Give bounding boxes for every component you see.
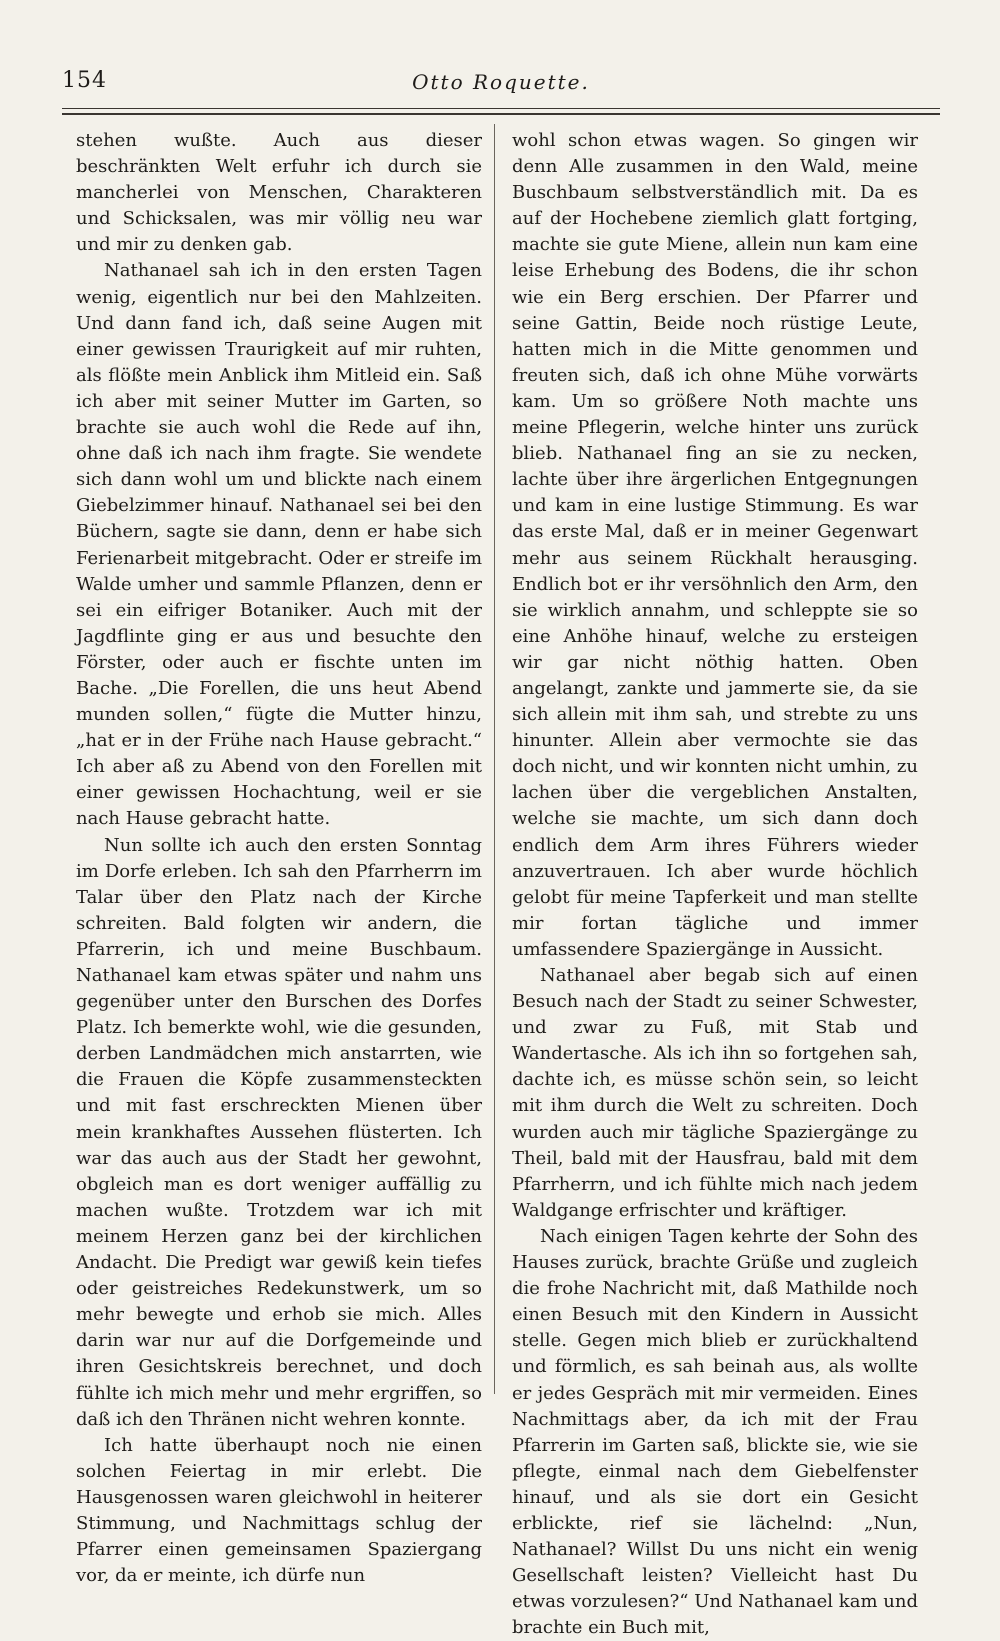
header-rule-thin [62, 108, 940, 109]
paragraph: wohl schon etwas wagen. So gingen wir denn Alle zusammen in den Wald, meine Buschbaum selbstverständlich mit. Da es auf der Hochebene ziemlich glatt fortging, machte sie gute Miene, allein nun kam eine leise Erhebung des Bodens, die ihr schon wie ein Berg erschien. Der Pfarrer und seine Gattin, Beide noch rüstige Leute, hatten mich in die Mitte genommen und freuten sich, daß ich ohne Mühe vorwärts kam. Um so größere Noth machte uns meine Pflegerin, welche hinter uns zurück blieb. Nathanael fing an sie zu necken, lachte über ihre ärgerlichen Entgegnungen und kam in eine lustige Stimmung. Es war das erste Mal, daß er in meiner Gegenwart mehr aus seinem Rückhalt herausging. Endlich bot er ihr versöhnlich den Arm, den sie wirklich annahm, und schleppte sie so eine Anhöhe hinauf, welche zu ersteigen wir gar nicht nöthig hatten. Oben angelangt, zankte und jammerte sie, da sie sich allein mit ihm sah, und strebte zu uns hinunter. Allein aber vermochte sie das doch nicht, und wir konnten nicht umhin, zu lachen über die vergeblichen Anstalten, welche sie machte, um sich dann doch endlich dem Arm ihres Führers wieder anzuvertrauen. Ich aber wurde höchlich gelobt für meine Tapferkeit und man stellte mir fortan tägliche und immer umfassendere Spaziergänge in Aussicht. [512, 130, 918, 960]
page-number: 154 [62, 68, 107, 93]
left-column [76, 128, 482, 1589]
paragraph: Ich hatte überhaupt noch nie einen solchen Feiertag in mir erlebt. Die Hausgenossen waren gleichwohl in heiterer Stimmung, und Nachmittags schlug der Pfarrer einen gemeinsamen Spaziergang vor, da er meinte, ich dürfe nun [76, 1434, 482, 1587]
paragraph: Nathanael sah ich in den ersten Tagen wenig, eigentlich nur bei den Mahlzeiten. Und dann fand ich, daß seine Augen mit einer gewissen Traurigkeit auf mir ruhten, als flößte mein Anblick ihm Mitleid ein. Saß ich aber mit seiner Mutter im Garten, so brachte sie auch wohl die Rede auf ihn, ohne daß ich nach ihm fragte. Sie wendete sich dann wohl um und blickte nach einem Giebelzimmer hinauf. Nathanael sei bei den Büchern, sagte sie dann, denn er habe sich Ferienarbeit mitgebracht. Oder er streife im Walde umher und sammle Pflanzen, denn er sei ein eifriger Botaniker. Auch mit der Jagdflinte ging er aus und besuchte den Förster, oder auch er fischte unten im Bache. „Die Forellen, die uns heut Abend munden sollen,“ fügte die Mutter hinzu, „hat er in der Frühe nach Hause gebracht.“ Ich aber aß zu Abend von den Forellen mit einer gewissen Hochachtung, weil er sie nach Hause gebracht hatte. [76, 260, 483, 830]
right-column [512, 128, 918, 1641]
running-head: Otto Roquette. [412, 70, 590, 94]
paragraph: Nathanael aber begab sich auf einen Besuch nach der Stadt zu seiner Schwester, und zwar zu Fuß, mit Stab und Wandertasche. Als ich ihn so fortgehen sah, dachte ich, es müsse schön sein, so leicht mit ihm durch die Welt zu schreiten. Doch wurden auch mir tägliche Spaziergänge zu Theil, bald mit der Hausfrau, bald mit dem Pfarrherrn, und ich fühlte mich nach jedem Waldgange erfrischter und kräftiger. [512, 965, 918, 1221]
column-divider [494, 124, 495, 1394]
header-rule-thick [62, 113, 940, 115]
page-header [62, 68, 940, 108]
paragraph: Nun sollte ich auch den ersten Sonntag im Dorfe erleben. Ich sah den Pfarrherrn im Talar über den Platz nach der Kirche schreiten. Bald folgten wir andern, die Pfarrerin, ich und meine Buschbaum. Nathanael kam etwas später und nahm uns gegenüber unter den Burschen des Dorfes Platz. Ich bemerkte wohl, wie die gesunden, derben Landmädchen mich anstarrten, wie die Frauen die Köpfe zusammensteckten und mit fast erschreckten Mienen über mein krankhaftes Aussehen flüsterten. Ich war das auch aus der Stadt her gewohnt, obgleich man es dort weniger auffällig zu machen wußte. Trotzdem war ich mit meinem Herzen ganz bei der kirchlichen Andacht. Die Predigt war gewiß kein tiefes oder geistreiches Redekunstwerk, um so mehr bewegte und erhob sie mich. Alles darin war nur auf die Dorfgemeinde und ihren Gesichtskreis berechnet, und doch fühlte ich mich mehr und mehr ergriffen, so daß ich den Thränen nicht wehren konnte. [76, 834, 482, 1430]
paragraph: stehen wußte. Auch aus dieser beschränkten Welt erfuhr ich durch sie mancherlei von Menschen, Charakteren und Schicksalen, was mir völlig neu war und mir zu denken gab. [76, 130, 482, 256]
paragraph: Nach einigen Tagen kehrte der Sohn des Hauses zurück, brachte Grüße und zugleich die frohe Nachricht mit, daß Mathilde noch einen Besuch mit den Kindern in Aussicht stelle. Gegen mich blieb er zurückhaltend und förmlich, es sah beinah aus, als wollte er jedes Gespräch mit mir vermeiden. Eines Nachmittags aber, da ich mit der Frau Pfarrerin im Garten saß, blickte sie, wie sie pflegte, einmal nach dem Giebelfenster hinauf, und als sie dort ein Gesicht erblickte, rief sie lächelnd: „Nun, Nathanael? Willst Du uns nicht ein wenig Gesellschaft leisten? Vielleicht hast Du etwas vorzulesen?“ Und Nathanael kam und brachte ein Buch mit, [512, 1225, 918, 1639]
